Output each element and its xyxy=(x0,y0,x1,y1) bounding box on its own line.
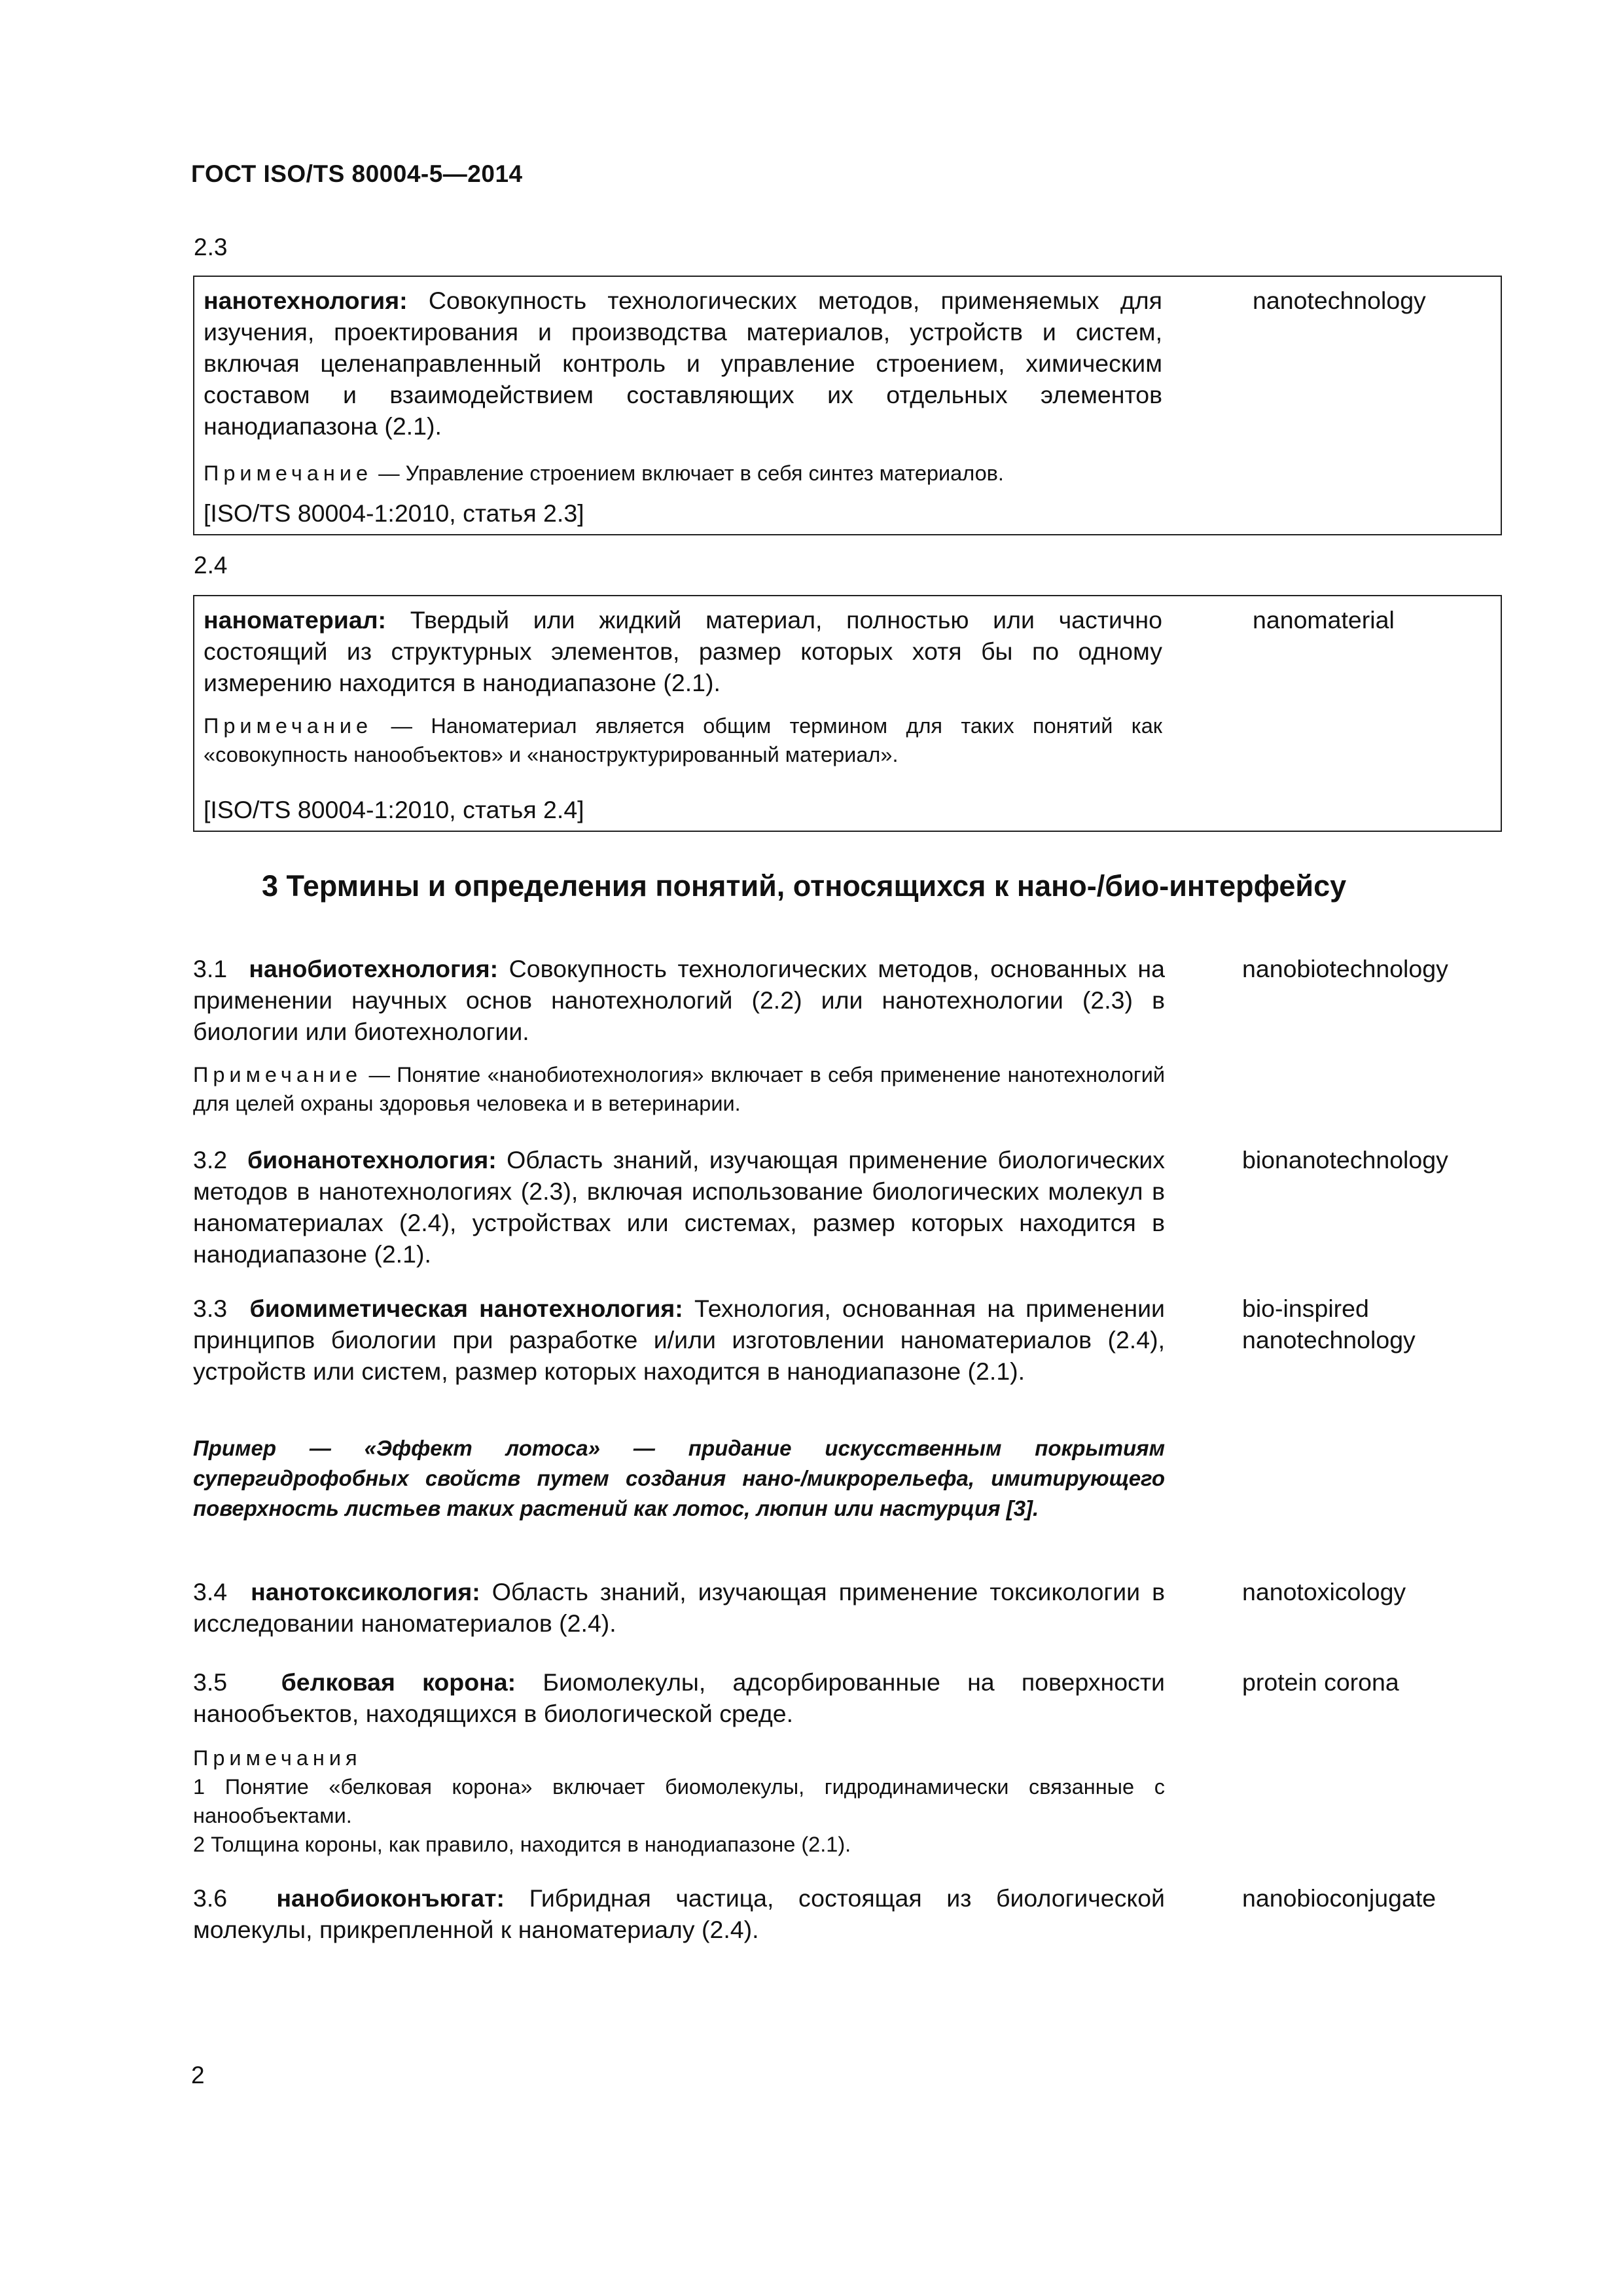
document-header: ГОСТ ISO/TS 80004-5—2014 xyxy=(191,160,523,187)
english-equivalent: nanobioconjugate xyxy=(1242,1884,1436,1912)
entry-number: 3.2 xyxy=(193,1146,228,1174)
entry-number: 3.1 xyxy=(193,955,228,982)
entry-term: нанобиотехнология: xyxy=(249,955,499,982)
entry-example: Пример — «Эффект лотоса» — придание искусственным покрытиям супергидрофобных свойств путем создания нано-/микрорельефа, имитирующего поверхность листьев таких растений как лотос, люпин или настурция [3]. xyxy=(193,1436,1165,1520)
note-label: Примечание xyxy=(204,461,373,485)
entry-note xyxy=(193,1060,1165,1118)
page-number: 2 xyxy=(191,2062,205,2089)
english-equivalent: protein corona xyxy=(1242,1668,1399,1696)
term-source: [ISO/TS 80004-1:2010, статья 2.4] xyxy=(204,796,584,823)
note-text: — Управление строением включает в себя синтез материалов. xyxy=(372,461,1004,485)
definition-text: Твердый или жидкий материал, полностью или частично состоящий из структурных элементов, размер которых хотя бы по одному измерению находится в нанодиапазоне (2.1). xyxy=(204,606,1162,696)
term-box xyxy=(193,276,1502,535)
english-equivalent: bionanotechnology xyxy=(1242,1146,1448,1174)
entry-definition xyxy=(193,1882,1165,1945)
entry-term: нанотоксикология: xyxy=(251,1578,480,1605)
entry-notes xyxy=(193,1744,1165,1859)
notes-label: Примечания xyxy=(193,1746,362,1770)
term-source: [ISO/TS 80004-1:2010, статья 2.3] xyxy=(204,499,584,527)
section-title: 3 Термины и определения понятий, относящихся к нано-/био-интерфейсу xyxy=(262,869,1347,903)
term-number: 2.3 xyxy=(194,234,228,260)
entry-number: 3.5 xyxy=(193,1668,228,1696)
entry-text: Совокупность технологических методов, основанных на применении научных основ нанотехнологий (2.2) или нанотехнологии (2.3) в биологии или биотехнологии. xyxy=(193,955,1165,1045)
entry-number: 3.6 xyxy=(193,1884,228,1912)
entry-text: Область знаний, изучающая применение биологических методов в нанотехнологиях (2.3), включая использование биологических молекул в наноматериалах (2.4), устройствах или системах, размер которых находится в нанодиапазоне (2.1). xyxy=(193,1146,1166,1268)
entry-number: 3.3 xyxy=(193,1295,228,1322)
entry-number: 3.4 xyxy=(193,1578,228,1605)
note-label: Примечание xyxy=(193,1063,363,1086)
term-box xyxy=(193,595,1502,832)
entry-text: Технология, основанная на применении принципов биологии при разработке и/или изготовлении наноматериалов (2.4), устройств или систем, размер которых находится в нанодиапазоне (2.1). xyxy=(193,1295,1166,1385)
note-item: 2 Толщина короны, как правило, находится в нанодиапазоне (2.1). xyxy=(193,1833,851,1856)
entry-definition xyxy=(193,1576,1165,1639)
entry-text: Область знаний, изучающая применение токсикологии в исследовании наноматериалов (2.4). xyxy=(193,1578,1165,1637)
term-note xyxy=(204,459,1162,488)
term-note xyxy=(204,711,1162,769)
entry-definition xyxy=(193,1666,1165,1729)
english-equivalent: nanobiotechnology xyxy=(1242,955,1448,982)
note-text: — Понятие «нанобиотехнология» включает в себя применение нанотехнологий для целей охраны здоровья человека и в ветеринарии. xyxy=(193,1063,1165,1115)
entry-definition xyxy=(193,1293,1165,1387)
english-equivalent: bio-inspired nanotechnology xyxy=(1242,1295,1416,1354)
english-equivalent: nanotechnology xyxy=(1253,287,1426,314)
definition-text: Совокупность технологических методов, применяемых для изучения, проектирования и производства материалов, устройств и систем, включая целенаправленный контроль и управление строением, химическим составом и взаимодействием составляющих их отдельных элементов нанодиапазона (2.1). xyxy=(204,287,1162,440)
entry-term: белковая корона: xyxy=(281,1668,516,1696)
entry-text: Гибридная частица, состоящая из биологической молекулы, прикрепленной к наноматериалу (2.4). xyxy=(193,1884,1166,1943)
term-definition xyxy=(204,285,1162,442)
entry-definition xyxy=(193,1144,1165,1270)
note-label: Примечание xyxy=(204,714,373,738)
entry-term: нанобиоконъюгат: xyxy=(276,1884,505,1912)
entry-definition xyxy=(193,953,1165,1047)
note-text: — Наноматериал является общим термином для таких понятий как «совокупность нанообъектов» и «наноструктурированный материал». xyxy=(204,714,1162,766)
term-name: наноматериал: xyxy=(204,606,387,634)
entry-term: бионанотехнология: xyxy=(247,1146,497,1174)
term-definition xyxy=(204,604,1162,698)
english-equivalent: nanotoxicology xyxy=(1242,1578,1406,1605)
entry-term: биомиметическая нанотехнология: xyxy=(249,1295,683,1322)
note-item: 1 Понятие «белковая корона» включает биомолекулы, гидродинамически связанные с нанообъектами. xyxy=(193,1775,1165,1827)
term-name: нанотехнология: xyxy=(204,287,408,314)
english-equivalent: nanomaterial xyxy=(1253,606,1395,634)
term-number: 2.4 xyxy=(194,552,228,579)
entry-text: Биомолекулы, адсорбированные на поверхности нанообъектов, находящихся в биологической среде. xyxy=(193,1668,1165,1727)
